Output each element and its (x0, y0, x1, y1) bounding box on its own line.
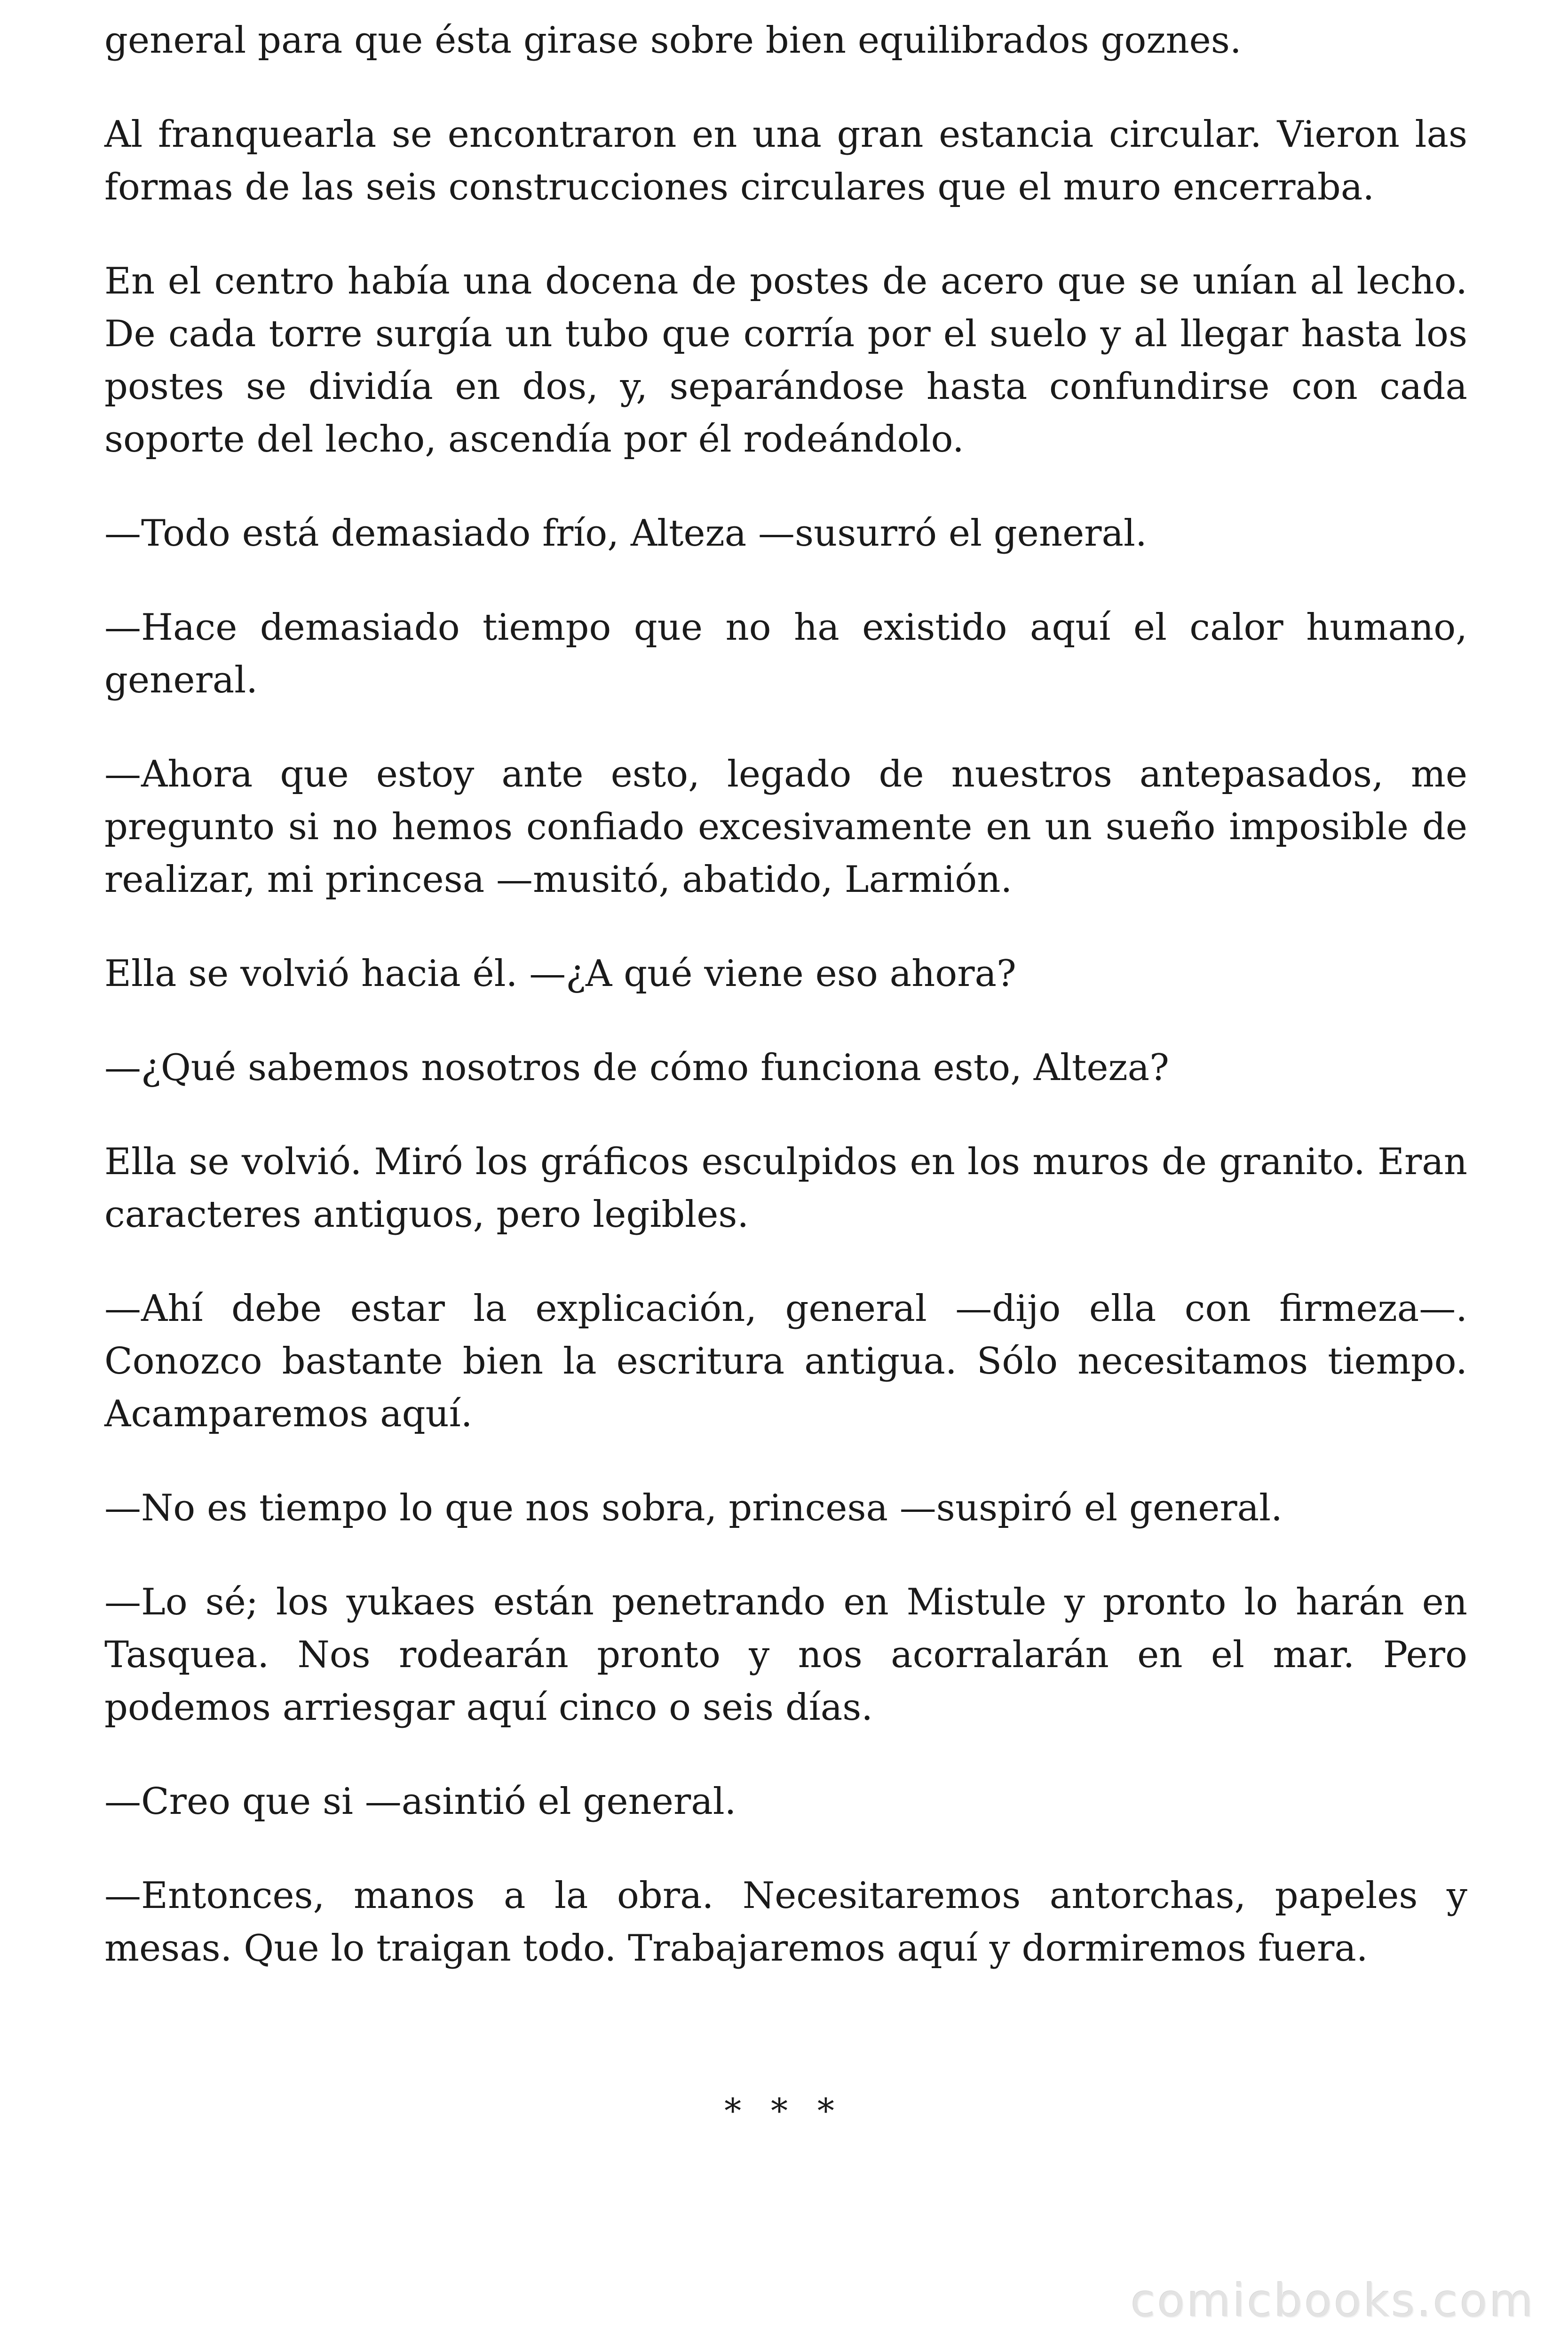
paragraph: general para que ésta girase sobre bien equilibrados goznes. (104, 19, 1242, 62)
paragraph: —Ahí debe estar la explicación, general —dijo ella con firmeza—. Conozco bastante bien la escritura antigua. Sólo necesitamos tiempo. Acamparemos aquí. (104, 1287, 1467, 1435)
paragraph: —Hace demasiado tiempo que no ha existido aquí el calor humano, general. (104, 606, 1467, 701)
paragraph: —Ahora que estoy ante esto, legado de nuestros antepasados, me pregunto si no hemos confiado excesivamente en un sueño imposible de realizar, mi princesa —musitó, abatido, Larmión. (104, 753, 1467, 901)
section-separator: * * * (724, 2091, 844, 2130)
paragraph: —Creo que si —asintió el general. (104, 1780, 736, 1823)
paragraph: Al franquearla se encontraron en una gran estancia circular. Vieron las formas de las seis construcciones circulares que el muro encerraba. (104, 113, 1467, 208)
paragraph: —Lo sé; los yukaes están penetrando en Mistule y pronto lo harán en Tasquea. Nos rodearán pronto y nos acorralarán en el mar. Pero podemos arriesgar aquí cinco o seis días. (104, 1581, 1467, 1729)
paragraph: —¿Qué sabemos nosotros de cómo funciona esto, Alteza? (104, 1047, 1169, 1089)
watermark: comicbooks.com (1130, 2274, 1535, 2327)
paragraph: Ella se volvió hacia él. —¿A qué viene eso ahora? (104, 953, 1016, 995)
paragraph: —Entonces, manos a la obra. Necesitaremos antorchas, papeles y mesas. Que lo traigan todo. Trabajaremos aquí y dormiremos fuera. (104, 1875, 1467, 1970)
body-text (104, 14, 1467, 2016)
paragraph: —Todo está demasiado frío, Alteza —susurró el general. (104, 512, 1147, 555)
paragraph: —No es tiempo lo que nos sobra, princesa —suspiró el general. (104, 1487, 1283, 1529)
paragraph: En el centro había una docena de postes de acero que se unían al lecho. De cada torre surgía un tubo que corría por el suelo y al llegar hasta los postes se dividía en dos, y, separándose hasta confundirse con cada soporte del lecho, ascendía por él rodeándolo. (104, 260, 1467, 461)
paragraph: Ella se volvió. Miró los gráficos esculpidos en los muros de granito. Eran caracteres antiguos, pero legibles. (104, 1141, 1467, 1236)
